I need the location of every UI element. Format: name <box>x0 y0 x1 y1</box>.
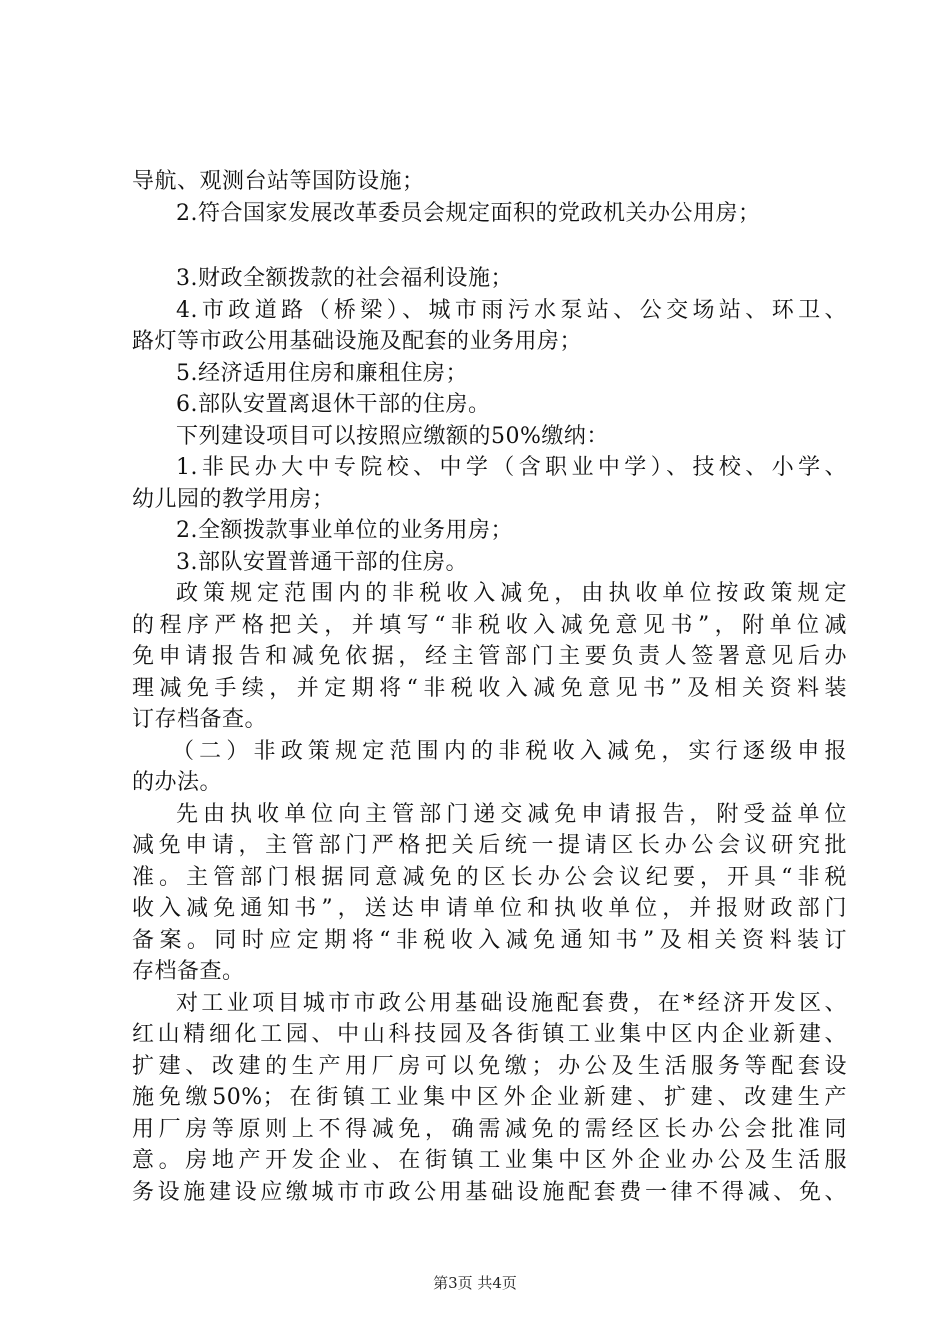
paragraph-line: 5.经济适用住房和廉租住房； <box>176 360 468 386</box>
paragraph-line: 订存档备查。 <box>132 707 268 732</box>
paragraph-line: 的办法。 <box>132 770 223 795</box>
paragraph-line: 幼儿园的教学用房； <box>132 486 335 512</box>
document-body <box>132 166 847 1208</box>
paragraph-line: 施免缴50%；在街镇工业集中区外企业新建、扩建、改建生产 <box>132 1085 847 1110</box>
paragraph-line: 收入减免通知书”，送达申请单位和执收单位，并报财政部门 <box>132 896 847 921</box>
paragraph-line: 扩建、改建的生产用厂房可以免缴；办公及生活服务等配套设 <box>132 1053 847 1079</box>
paragraph-line: 对工业项目城市市政公用基础设施配套费，在*经济开发区、 <box>176 990 847 1016</box>
paragraph-line: 2.全额拨款事业单位的业务用房； <box>176 518 513 543</box>
paragraph-line: 的程序严格把关，并填写“非税收入减免意见书”，附单位减 <box>132 612 847 638</box>
paragraph-gap <box>132 229 847 263</box>
paragraph-line: 理减免手续，并定期将“非税收入减免意见书”及相关资料装 <box>132 675 847 701</box>
paragraph-line: 4.市政道路（桥梁）、城市雨污水泵站、公交场站、环卫、 <box>176 297 847 323</box>
paragraph-line: 免申请报告和减免依据，经主管部门主要负责人签署意见后办 <box>132 644 847 669</box>
paragraph-line: 3.财政全额拨款的社会福利设施； <box>176 266 513 291</box>
paragraph-line: 1.非民办大中专院校、中学（含职业中学）、技校、小学、 <box>176 455 847 480</box>
paragraph-line: 3.部队安置普通干部的住房。 <box>176 549 468 575</box>
paragraph-line: 务设施建设应缴城市市政公用基础设施配套费一律不得减、免、 <box>132 1179 847 1205</box>
paragraph-line: 用厂房等原则上不得减免，确需减免的需经区长办公会批准同 <box>132 1116 847 1142</box>
paragraph-line: 准。主管部门根据同意减免的区长办公会议纪要，开具“非税 <box>132 864 847 890</box>
page-number-footer: 第3页 共4页 <box>433 1274 517 1292</box>
paragraph-line: 红山精细化工园、中山科技园及各街镇工业集中区内企业新建、 <box>132 1022 847 1047</box>
paragraph-line: 路灯等市政公用基础设施及配套的业务用房； <box>132 329 583 354</box>
paragraph-line: 存档备查。 <box>132 959 245 984</box>
paragraph-line: 2.符合国家发展改革委员会规定面积的党政机关办公用房； <box>176 200 761 226</box>
paragraph-line: 意。房地产开发企业、在街镇工业集中区外企业办公及生活服 <box>132 1148 847 1173</box>
paragraph-line: 先由执收单位向主管部门递交减免申请报告，附受益单位 <box>176 801 847 827</box>
paragraph-line: 6.部队安置离退休干部的住房。 <box>176 392 491 417</box>
paragraph-line: 政策规定范围内的非税收入减免，由执收单位按政策规定 <box>176 581 847 606</box>
paragraph-line: 减免申请，主管部门严格把关后统一提请区长办公会议研究批 <box>132 833 847 858</box>
paragraph-line: 备案。同时应定期将“非税收入减免通知书”及相关资料装订 <box>132 927 847 953</box>
paragraph-line: 下列建设项目可以按照应缴额的50%缴纳： <box>176 423 609 449</box>
paragraph-line: 导航、观测台站等国防设施； <box>132 169 425 194</box>
paragraph-line: （二）非政策规定范围内的非税收入减免，实行逐级申报 <box>172 738 847 764</box>
